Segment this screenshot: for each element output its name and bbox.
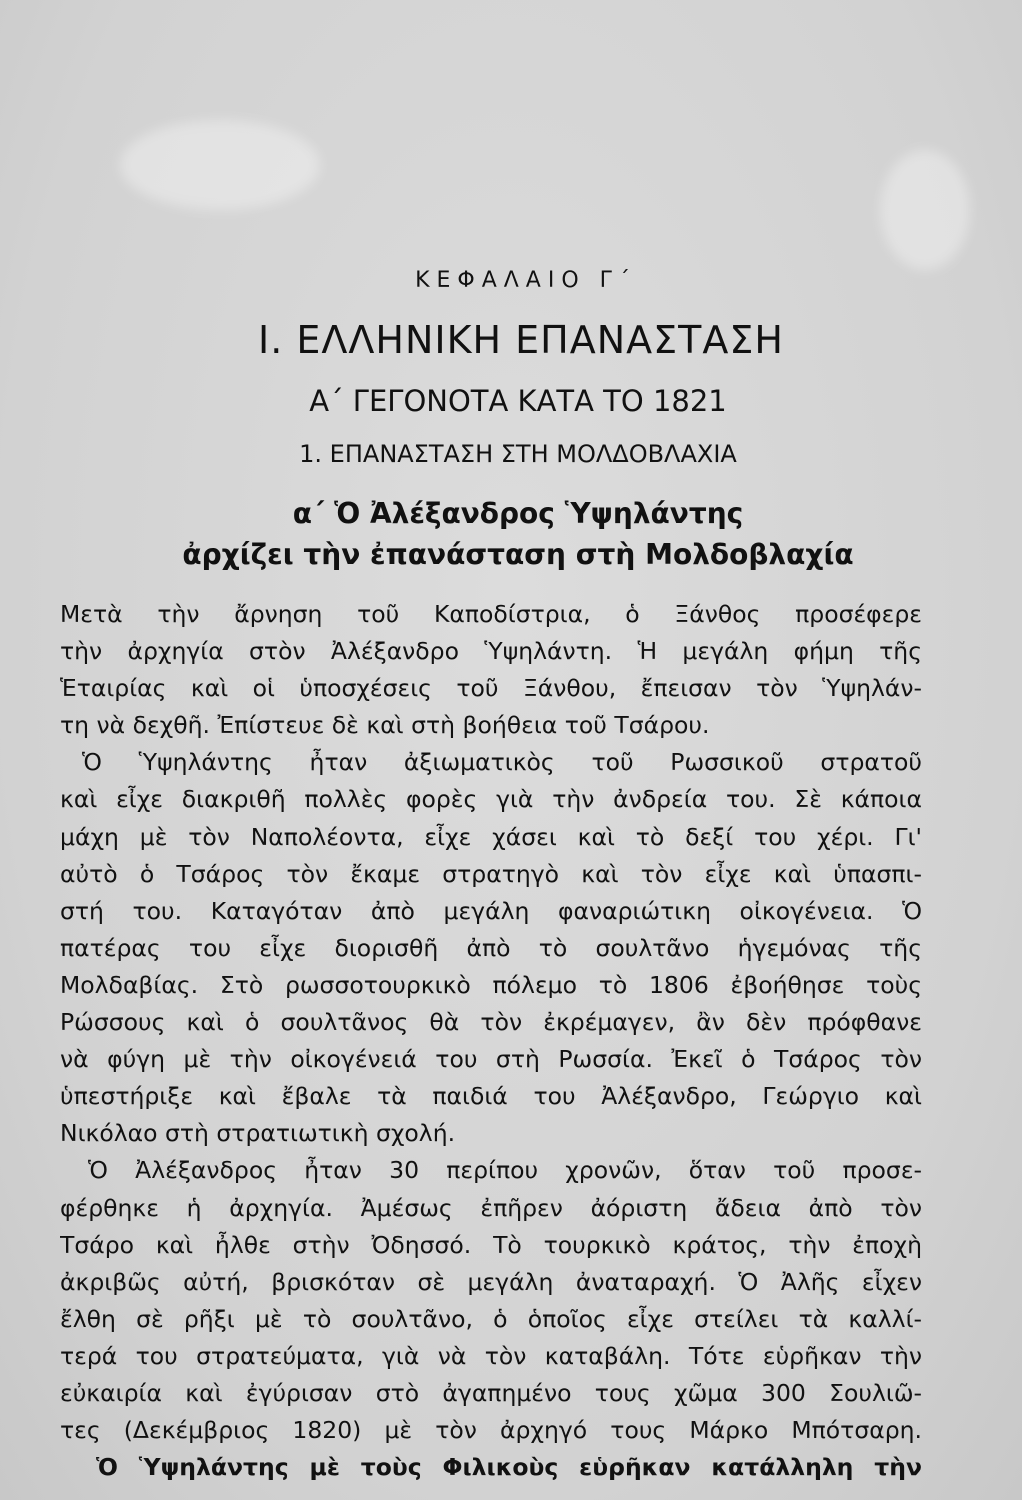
heading-line-1: α΄ Ὁ Ἀλέξανδρος Ὑψηλάντης [292, 497, 744, 530]
text-line: αὐτὸ ὁ Τσάρος τὸν ἔκαμε στρατηγὸ καὶ τὸν εἶχε καὶ ὑπασπι- [60, 859, 922, 888]
chapter-label: ΚΕΦΑΛΑΙΟ Γ΄ [415, 268, 637, 293]
text-line: εὐκαιρία καὶ ἐγύρισαν στὸ ἀγαπημένο τους χῶμα 300 Σουλιῶ- [60, 1378, 922, 1407]
text-line: Ὁ Ἀλέξανδρος ἦταν 30 περίπου χρονῶν, ὅταν τοῦ προσε- [88, 1156, 922, 1185]
text-line: ὑπεστήριξε καὶ ἔβαλε τὰ παιδιά του Ἀλέξανδρο, Γεώργιο καὶ [60, 1082, 922, 1111]
text-line: Ρώσσους καὶ ὁ σουλτᾶνος θὰ τὸν ἐκρέμαγεν, ἂν δὲν πρόφθανε [60, 1008, 922, 1037]
text-line: στή του. Καταγόταν ἀπὸ μεγάλη φαναριώτικη οἰκογένεια. Ὁ [60, 896, 922, 925]
text-line: μάχη μὲ τὸν Ναπολέοντα, εἶχε χάσει καὶ τὸ δεξί του χέρι. Γι' [60, 822, 922, 851]
subsection-title: 1. ΕΠΑΝΑΣΤΑΣΗ ΣΤΗ ΜΟΛΔΟΒΛΑΧΙΑ [299, 440, 737, 468]
text-line: ἀκριβῶς αὐτή, βρισκόταν σὲ μεγάλη ἀναταραχή. Ὁ Ἀλῆς εἶχεν [60, 1267, 922, 1296]
text-line: Ἑταιρίας καὶ οἱ ὑποσχέσεις τοῦ Ξάνθου, ἔπεισαν τὸν Ὑψηλάν- [60, 674, 922, 703]
text-line: Μετὰ τὴν ἄρνηση τοῦ Καποδίστρια, ὁ Ξάνθος προσέφερε [60, 600, 922, 628]
text-line: καὶ εἶχε διακριθῆ πολλὲς φορὲς γιὰ τὴν ἀνδρεία του. Σὲ κάποια [60, 785, 922, 814]
text-line: τη νὰ δεχθῆ. Ἐπίστευε δὲ καὶ στὴ βοήθεια τοῦ Τσάρου. [60, 711, 710, 740]
text-line: Ὁ Ὑψηλάντης μὲ τοὺς Φιλικοὺς εὑρῆκαν κατάλληλη τὴν [96, 1453, 922, 1482]
text-line: τερά του στρατεύματα, γιὰ νὰ τὸν καταβάλη. Τότε εὑρῆκαν τὴν [60, 1341, 922, 1370]
text-line: ἔλθη σὲ ρῆξι μὲ τὸ σουλτᾶνο, ὁ ὁποῖος εἶχε στείλει τὰ καλλί- [60, 1304, 922, 1333]
text-line: νὰ φύγη μὲ τὴν οἰκογένειά του στὴ Ρωσσία. Ἐκεῖ ὁ Τσάρος τὸν [60, 1045, 922, 1074]
text-line: φέρθηκε ἡ ἀρχηγία. Ἀμέσως ἐπῆρεν ἀόριστη ἄδεια ἀπὸ τὸν [60, 1193, 922, 1222]
paper-stain [880, 150, 970, 270]
text-line: Τσάρο καὶ ἦλθε στὴν Ὀδησσό. Τὸ τουρκικὸ κράτος, τὴν ἐποχὴ [60, 1230, 922, 1259]
paper-stain [120, 120, 320, 210]
part-title: Ι. ΕΛΛΗΝΙΚΗ ΕΠΑΝΑΣΤΑΣΗ [258, 318, 784, 362]
text-line: πατέρας του εἶχε διορισθῆ ἀπὸ τὸ σουλτᾶνο ἡγεμόνας τῆς [60, 933, 922, 962]
text-line: τες (Δεκέμβριος 1820) μὲ τὸν ἀρχηγό τους Μάρκο Μπότσαρη. [60, 1416, 922, 1445]
text-line: Ὁ Ὑψηλάντης ἦταν ἀξιωματικὸς τοῦ Ρωσσικοῦ στρατοῦ [82, 748, 922, 777]
text-line: Μολδαβίας. Στὸ ρωσσοτουρκικὸ πόλεμο τὸ 1806 ἐβοήθησε τοὺς [60, 970, 922, 999]
text-line: Νικόλαο στὴ στρατιωτικὴ σχολή. [60, 1119, 456, 1148]
body-text [60, 596, 922, 1486]
text-line: τὴν ἀρχηγία στὸν Ἀλέξανδρο Ὑψηλάντη. Ἡ μεγάλη φήμη τῆς [60, 637, 922, 666]
section-title: Α΄ ΓΕΓΟΝΟΤΑ ΚΑΤΑ ΤΟ 1821 [309, 384, 727, 418]
heading-line-2: ἀρχίζει τὴν ἐπανάσταση στὴ Μολδοβλαχία [182, 538, 854, 571]
